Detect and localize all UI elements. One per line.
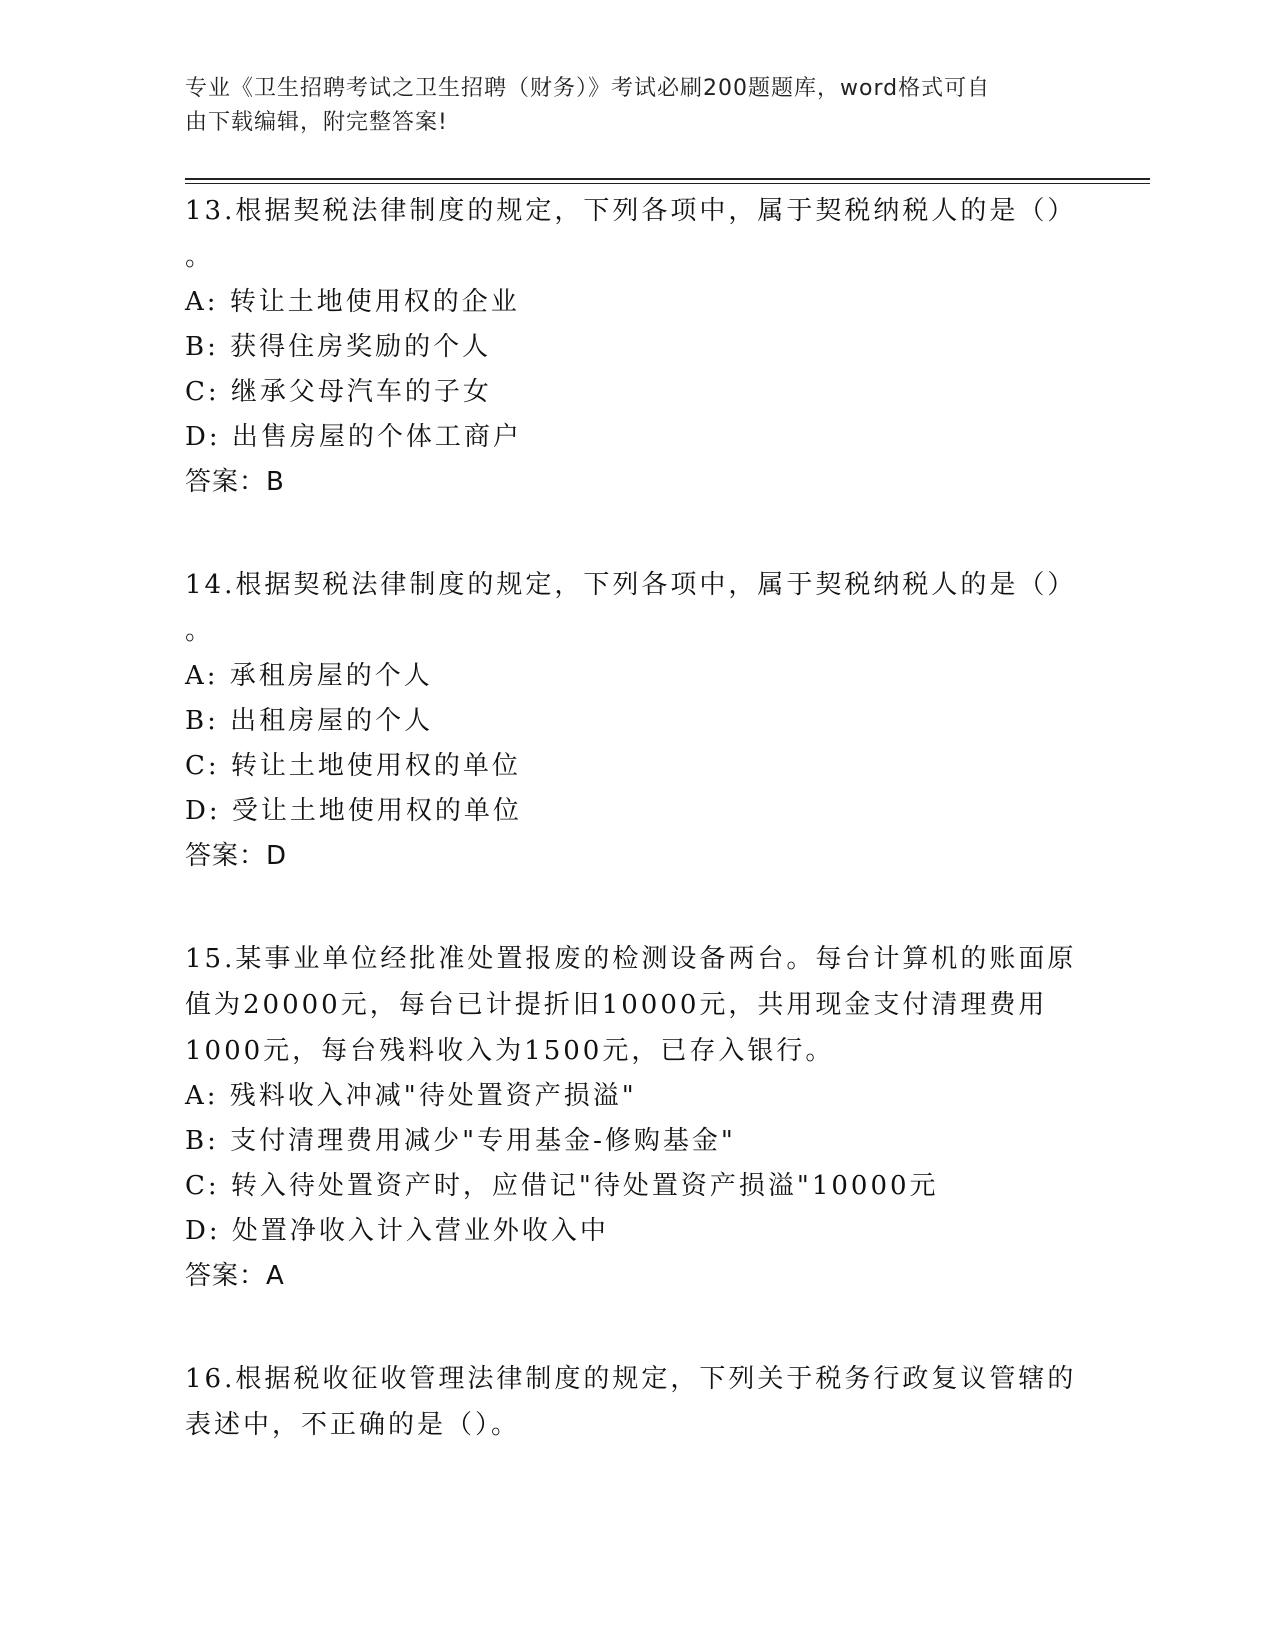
question-stem: 14.根据契税法律制度的规定，下列各项中，属于契税纳税人的是（）	[185, 570, 1077, 600]
question-stem-continued: 。	[185, 242, 215, 272]
question-stem: 15.某事业单位经批准处置报废的检测设备两台。每台计算机的账面原	[185, 944, 1077, 974]
question-13	[185, 188, 1085, 504]
header-rule-thin	[185, 183, 1150, 184]
option-c: C: 继承父母汽车的子女	[185, 377, 492, 407]
option-d: D: 处置净收入计入营业外收入中	[185, 1216, 609, 1246]
question-16	[185, 1356, 1085, 1448]
option-b: B: 支付清理费用减少"专用基金-修购基金"	[185, 1126, 736, 1156]
option-c: C: 转入待处置资产时，应借记"待处置资产损溢"10000元	[185, 1171, 939, 1201]
option-a: A: 转让土地使用权的企业	[185, 287, 520, 317]
question-stem: 13.根据契税法律制度的规定，下列各项中，属于契税纳税人的是（）	[185, 196, 1077, 226]
question-stem-continued: 值为20000元，每台已计提折旧10000元，共用现金支付清理费用	[185, 990, 1048, 1020]
header-line-1: 专业《卫生招聘考试之卫生招聘（财务）》考试必刷200题题库，word格式可自	[185, 76, 991, 101]
answer: 答案：B	[185, 467, 285, 497]
question-stem: 16.根据税收征收管理法律制度的规定，下列关于税务行政复议管辖的	[185, 1364, 1077, 1394]
option-b: B: 获得住房奖励的个人	[185, 332, 492, 362]
question-stem-continued: 表述中，不正确的是（）。	[185, 1410, 521, 1440]
option-b: B: 出租房屋的个人	[185, 706, 434, 736]
header-line-2: 由下载编辑，附完整答案!	[185, 110, 448, 135]
question-stem-continued: 。	[185, 616, 215, 646]
option-a: A: 承租房屋的个人	[185, 661, 433, 691]
question-15	[185, 936, 1085, 1298]
option-d: D: 出售房屋的个体工商户	[185, 422, 522, 452]
option-c: C: 转让土地使用权的单位	[185, 751, 521, 781]
question-stem-continued-2: 1000元，每台残料收入为1500元，已存入银行。	[185, 1036, 835, 1066]
question-14	[185, 562, 1085, 878]
answer: 答案：A	[185, 1261, 285, 1291]
document-header	[185, 72, 1065, 140]
question-list	[185, 188, 1085, 1448]
answer: 答案：D	[185, 841, 288, 871]
option-a: A: 残料收入冲减"待处置资产损溢"	[185, 1081, 637, 1111]
header-rule-thick	[185, 178, 1150, 180]
option-d: D: 受让土地使用权的单位	[185, 796, 522, 826]
